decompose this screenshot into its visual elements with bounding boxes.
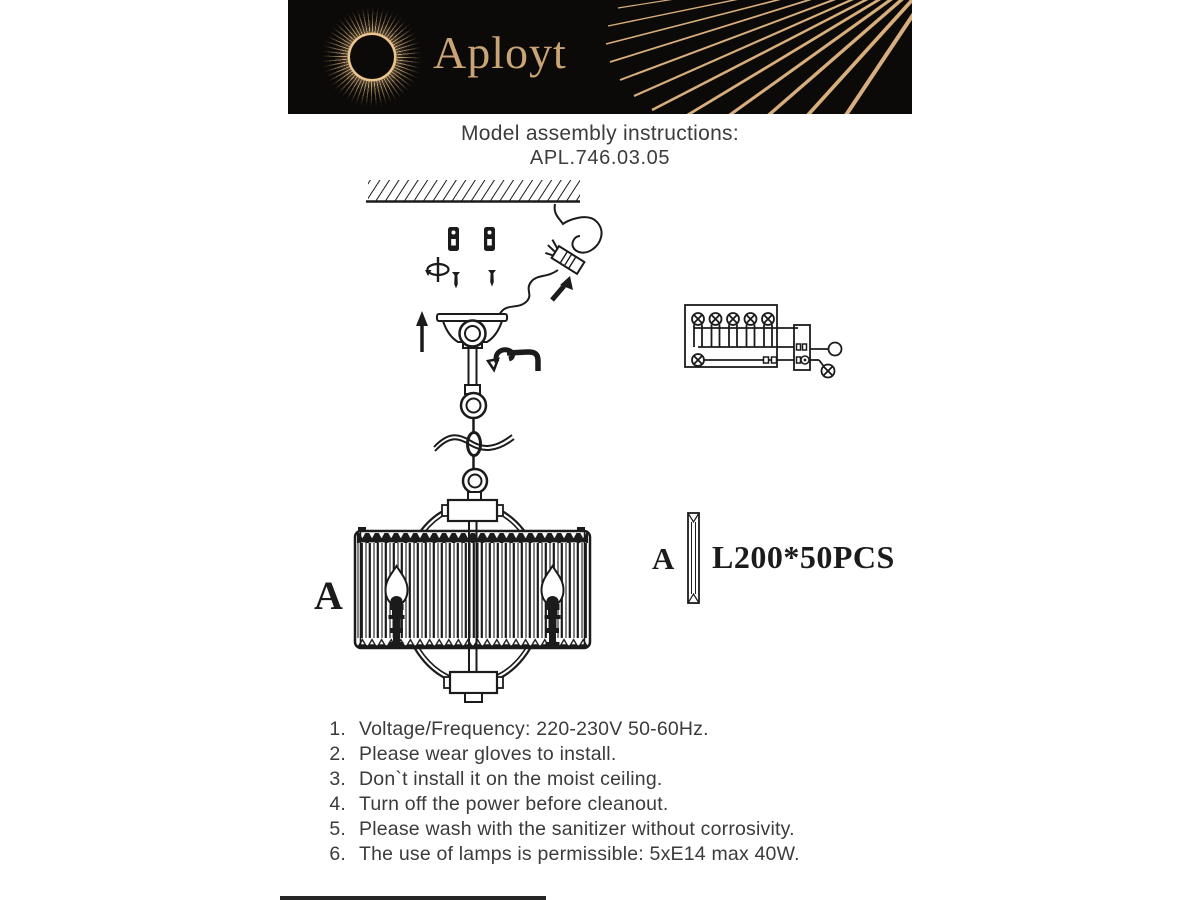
wall-anchor-icons <box>448 227 495 251</box>
list-item <box>322 717 902 742</box>
detail-spec: L200*50PCS <box>712 539 895 575</box>
bottom-crop-bar <box>280 896 546 900</box>
up-arrow <box>416 311 428 352</box>
item-text: Please wash with the sanitizer without corrosivity. <box>359 818 795 840</box>
item-number: 2. <box>329 743 346 765</box>
part-label-a: A <box>314 573 343 618</box>
direction-arrow-ne <box>552 276 573 300</box>
page-title: Model assembly instructions: <box>460 122 739 145</box>
item-text: The use of lamps is permissible: 5xE14 max 40W. <box>359 843 800 865</box>
crystal-rod-detail <box>688 513 699 603</box>
rotate-symbol <box>425 257 449 282</box>
brand-name: Aployt <box>433 27 567 78</box>
list-item <box>322 842 902 867</box>
list-item <box>322 767 902 792</box>
detail-label-a: A <box>652 541 675 576</box>
wire-connector <box>543 239 585 274</box>
power-wires <box>499 204 601 320</box>
wiring-diagram <box>685 305 842 378</box>
item-number: 6. <box>329 843 346 865</box>
item-number: 1. <box>329 718 346 740</box>
ceiling-hatch <box>366 180 580 202</box>
instruction-list <box>322 717 902 867</box>
brand-banner <box>288 0 912 114</box>
lamp-symbols <box>692 313 774 347</box>
decorative-rays <box>288 0 912 114</box>
item-text: Please wear gloves to install. <box>359 743 617 765</box>
screw-icons <box>452 270 496 289</box>
hanging-chain <box>434 418 514 501</box>
item-text: Turn off the power before cleanout. <box>359 793 669 815</box>
item-number: 4. <box>329 793 346 815</box>
assembly-diagram <box>300 170 900 715</box>
hook-tool-icon <box>488 350 538 371</box>
item-text: Don`t install it on the moist ceiling. <box>359 768 663 790</box>
list-item <box>322 742 902 767</box>
item-number: 3. <box>329 768 346 790</box>
list-item <box>322 792 902 817</box>
model-number: APL.746.03.05 <box>529 147 671 169</box>
list-item <box>322 817 902 842</box>
item-number: 5. <box>329 818 346 840</box>
chandelier-body <box>355 500 590 702</box>
item-text: Voltage/Frequency: 220-230V 50-60Hz. <box>359 718 709 740</box>
